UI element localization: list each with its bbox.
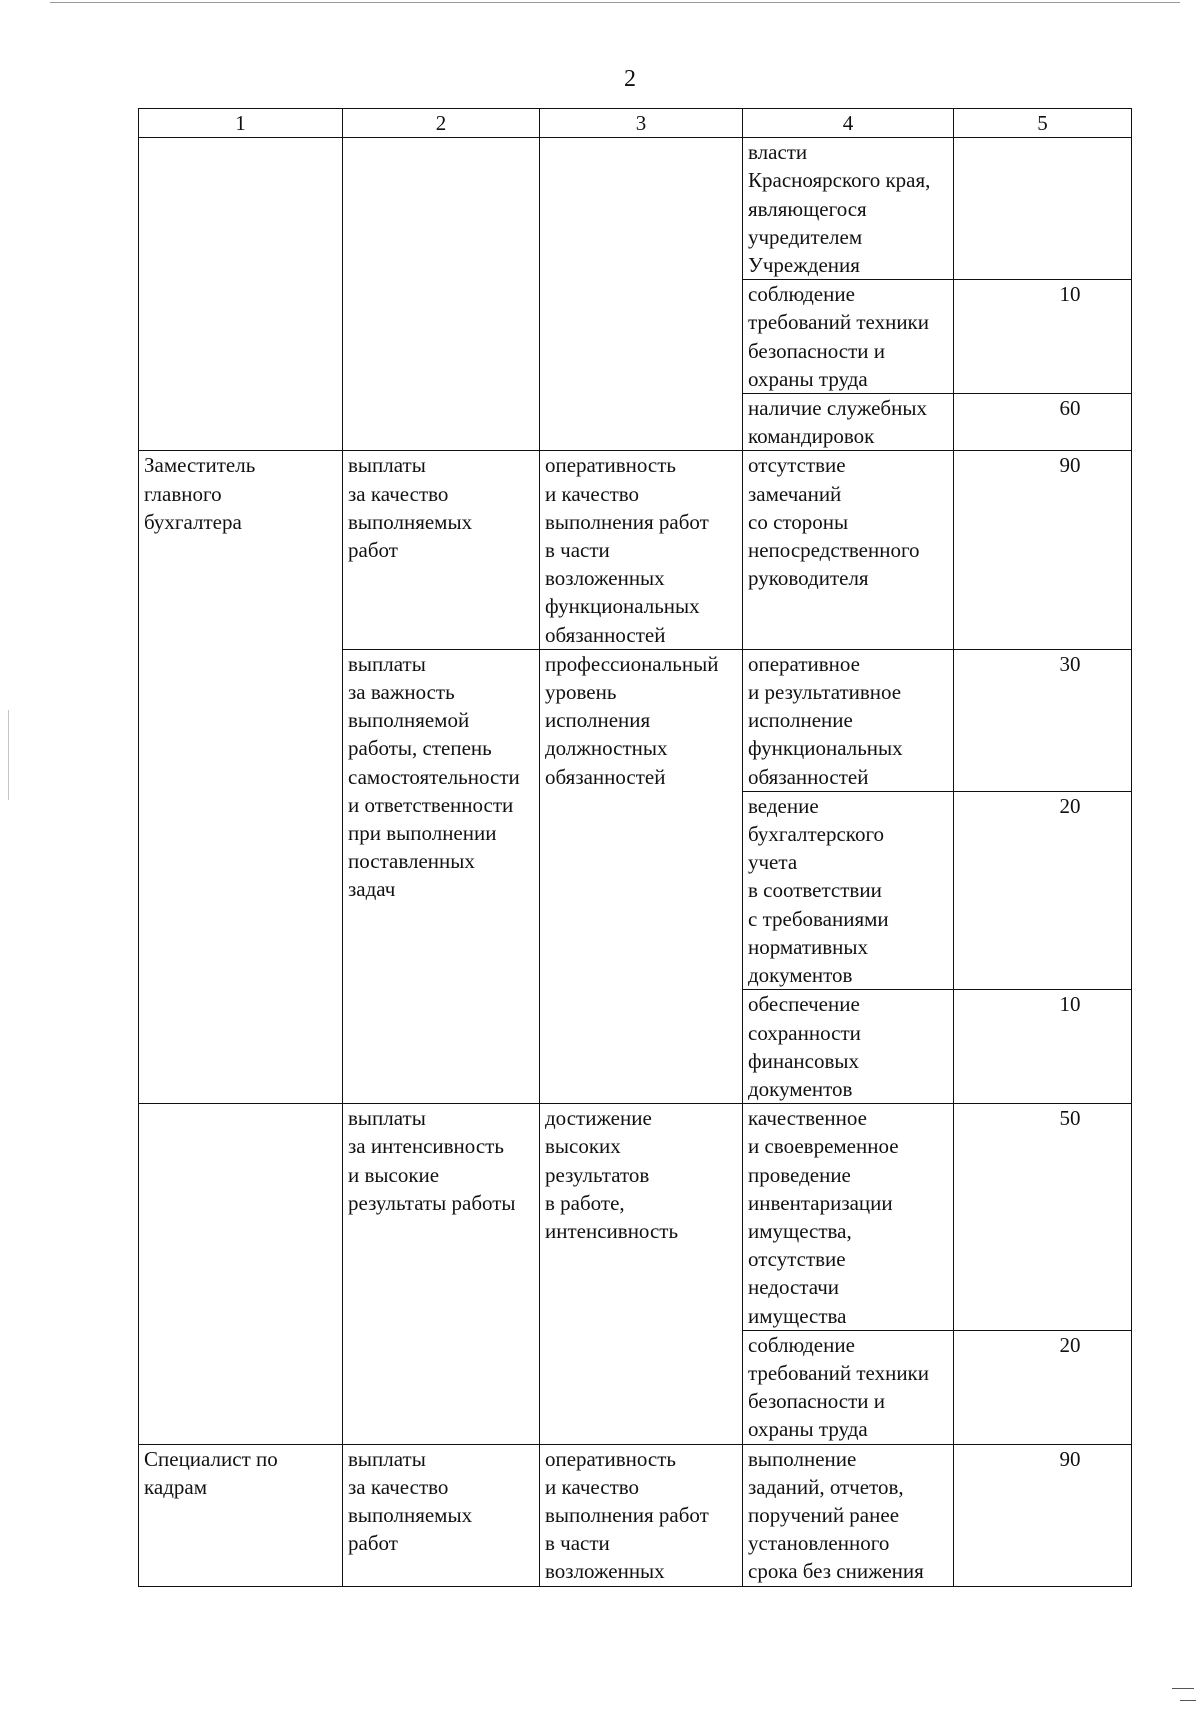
- cell-text-line: поручений ранее: [748, 1502, 900, 1527]
- condition-cell: [743, 1104, 954, 1331]
- cell-text-line: выплаты: [348, 1446, 426, 1471]
- cell-text-line: обеспечение: [748, 992, 860, 1017]
- condition-cell: [743, 394, 954, 451]
- cell-text-line: и своевременное: [748, 1134, 899, 1159]
- cell-text-line: нормативных: [748, 934, 869, 959]
- cell-text-line: за важность: [348, 680, 455, 705]
- cell-text-line: охраны труда: [748, 366, 868, 391]
- cell-text-line: кадрам: [144, 1474, 207, 1499]
- table-row: [139, 1104, 1132, 1331]
- cell-text-line: выполнение: [748, 1446, 857, 1471]
- score-cell: 50: [954, 1104, 1132, 1331]
- condition-cell: [743, 791, 954, 989]
- cell-text-line: документов: [748, 1076, 853, 1101]
- cell-text-line: власти: [748, 140, 808, 165]
- cell-text-line: работ: [348, 538, 398, 563]
- cell-text-line: за интенсивность: [348, 1134, 504, 1159]
- cell-text-line: Специалист по: [144, 1446, 278, 1471]
- cell-text-line: обязанностей: [545, 764, 666, 789]
- condition-cell: [743, 138, 954, 280]
- cell-text-line: исполнения: [545, 708, 651, 733]
- cell-text-line: главного: [144, 481, 222, 506]
- cell-text-line: выполнения работ: [545, 1502, 709, 1527]
- cell-text-line: руководителя: [748, 566, 869, 591]
- column-number: 2: [343, 109, 540, 138]
- cell-text-line: интенсивность: [545, 1218, 679, 1243]
- score-cell: 90: [954, 1444, 1132, 1586]
- cell-text-line: бухгалтерского: [748, 822, 885, 847]
- scan-artifact-corner-mark: [1180, 1700, 1196, 1701]
- condition-cell: [743, 280, 954, 394]
- cell-text-line: установленного: [748, 1531, 890, 1556]
- cell-text-line: выплаты: [348, 1106, 426, 1131]
- cell-text-line: инвентаризации: [748, 1190, 893, 1215]
- cell-text-line: со стороны: [748, 509, 849, 534]
- cell-text-line: срока без снижения: [748, 1559, 924, 1584]
- cell-text-line: функциональных: [545, 594, 700, 619]
- cell-text-line: возложенных: [545, 566, 665, 591]
- cell-text-line: работ: [348, 1531, 398, 1556]
- cell-text-line: в части: [545, 1531, 610, 1556]
- criteria-cell: [540, 1444, 743, 1586]
- position-cell: [139, 451, 343, 1104]
- cell-text-line: при выполнении: [348, 821, 497, 846]
- column-number: 1: [139, 109, 343, 138]
- criteria-cell: [540, 1104, 743, 1444]
- score-cell: 20: [954, 791, 1132, 989]
- cell-text-line: имущества,: [748, 1218, 852, 1243]
- cell-text-line: ведение: [748, 793, 819, 818]
- cell-text-line: учредителем: [748, 224, 863, 249]
- payment-type-cell: [343, 1444, 540, 1586]
- cell-text-line: оперативность: [545, 453, 677, 478]
- cell-text-line: выплаты: [348, 651, 426, 676]
- condition-cell: [743, 990, 954, 1104]
- cell-text-line: с требованиями: [748, 906, 889, 931]
- cell-text-line: сохранности: [748, 1020, 861, 1045]
- scan-artifact-top-line: [50, 2, 1180, 3]
- score-cell: 30: [954, 649, 1132, 791]
- cell-text-line: в работе,: [545, 1190, 625, 1215]
- table-row: [139, 1444, 1132, 1586]
- cell-text-line: соблюдение: [748, 1332, 855, 1357]
- criteria-cell: [540, 649, 743, 1103]
- cell-text-line: проведение: [748, 1162, 851, 1187]
- payment-type-cell: [343, 138, 540, 451]
- cell-text-line: в части: [545, 538, 610, 563]
- condition-cell: [743, 1444, 954, 1586]
- column-number: 5: [954, 109, 1132, 138]
- cell-text-line: должностных: [545, 736, 668, 761]
- cell-text-line: выполняемых: [348, 509, 473, 534]
- cell-text-line: выполняемой: [348, 708, 470, 733]
- score-cell: 60: [954, 394, 1132, 451]
- cell-text-line: отсутствие: [748, 453, 846, 478]
- cell-text-line: обязанностей: [545, 622, 666, 647]
- cell-text-line: работы, степень: [348, 736, 492, 761]
- score-cell: 10: [954, 280, 1132, 394]
- cell-text-line: за качество: [348, 1474, 449, 1499]
- cell-text-line: высоких: [545, 1134, 621, 1159]
- position-cell: [139, 1104, 343, 1444]
- cell-text-line: достижение: [545, 1106, 652, 1131]
- cell-text-line: командировок: [748, 424, 875, 449]
- payment-type-cell: [343, 451, 540, 649]
- cell-text-line: и ответственности: [348, 792, 514, 817]
- scan-artifact-left-mark: [8, 710, 9, 800]
- cell-text-line: уровень: [545, 680, 617, 705]
- cell-text-line: Красноярского края,: [748, 168, 931, 193]
- score-cell: 90: [954, 451, 1132, 649]
- column-number: 4: [743, 109, 954, 138]
- score-cell: 20: [954, 1330, 1132, 1444]
- cell-text-line: результатов: [545, 1162, 650, 1187]
- cell-text-line: выплаты: [348, 453, 426, 478]
- cell-text-line: требований техники: [748, 1360, 930, 1385]
- payment-type-cell: [343, 1104, 540, 1444]
- cell-text-line: соблюдение: [748, 282, 855, 307]
- cell-text-line: Учреждения: [748, 253, 860, 278]
- cell-text-line: безопасности и: [748, 338, 886, 363]
- page-number: 2: [624, 66, 636, 92]
- cell-text-line: обязанностей: [748, 764, 869, 789]
- cell-text-line: охраны труда: [748, 1417, 868, 1442]
- cell-text-line: поставленных: [348, 849, 475, 874]
- table-row: [139, 451, 1132, 649]
- cell-text-line: в соответствии: [748, 878, 882, 903]
- cell-text-line: оперативное: [748, 651, 860, 676]
- cell-text-line: профессиональный: [545, 651, 719, 676]
- payments-criteria-table: [138, 108, 1132, 1587]
- cell-text-line: бухгалтера: [144, 509, 242, 534]
- cell-text-line: отсутствие: [748, 1247, 846, 1272]
- cell-text-line: непосредственного: [748, 538, 920, 563]
- cell-text-line: являющегося: [748, 196, 867, 221]
- cell-text-line: функциональных: [748, 736, 903, 761]
- cell-text-line: недостачи: [748, 1275, 840, 1300]
- score-cell: [954, 138, 1132, 280]
- cell-text-line: наличие служебных: [748, 396, 927, 421]
- criteria-cell: [540, 138, 743, 451]
- cell-text-line: Заместитель: [144, 453, 256, 478]
- cell-text-line: безопасности и: [748, 1389, 886, 1414]
- cell-text-line: самостоятельности: [348, 764, 520, 789]
- cell-text-line: исполнение: [748, 708, 853, 733]
- scan-artifact-corner-mark: [1172, 1688, 1194, 1689]
- cell-text-line: оперативность: [545, 1446, 677, 1471]
- cell-text-line: заданий, отчетов,: [748, 1474, 904, 1499]
- cell-text-line: и высокие: [348, 1162, 440, 1187]
- cell-text-line: и качество: [545, 481, 640, 506]
- cell-text-line: результаты работы: [348, 1190, 516, 1215]
- payment-type-cell: [343, 649, 540, 1103]
- column-number: 3: [540, 109, 743, 138]
- position-cell: [139, 138, 343, 451]
- cell-text-line: замечаний: [748, 481, 842, 506]
- cell-text-line: финансовых: [748, 1048, 859, 1073]
- cell-text-line: и качество: [545, 1474, 640, 1499]
- score-cell: 10: [954, 990, 1132, 1104]
- criteria-cell: [540, 451, 743, 649]
- cell-text-line: требований техники: [748, 310, 930, 335]
- cell-text-line: выполнения работ: [545, 509, 709, 534]
- condition-cell: [743, 1330, 954, 1444]
- cell-text-line: за качество: [348, 481, 449, 506]
- condition-cell: [743, 649, 954, 791]
- cell-text-line: выполняемых: [348, 1502, 473, 1527]
- table-row: [139, 138, 1132, 280]
- column-number-row: [139, 109, 1132, 138]
- cell-text-line: и результативное: [748, 680, 902, 705]
- cell-text-line: качественное: [748, 1106, 867, 1131]
- condition-cell: [743, 451, 954, 649]
- cell-text-line: задач: [348, 877, 396, 902]
- position-cell: [139, 1444, 343, 1586]
- cell-text-line: учета: [748, 850, 798, 875]
- cell-text-line: возложенных: [545, 1559, 665, 1584]
- cell-text-line: имущества: [748, 1303, 847, 1328]
- cell-text-line: документов: [748, 963, 853, 988]
